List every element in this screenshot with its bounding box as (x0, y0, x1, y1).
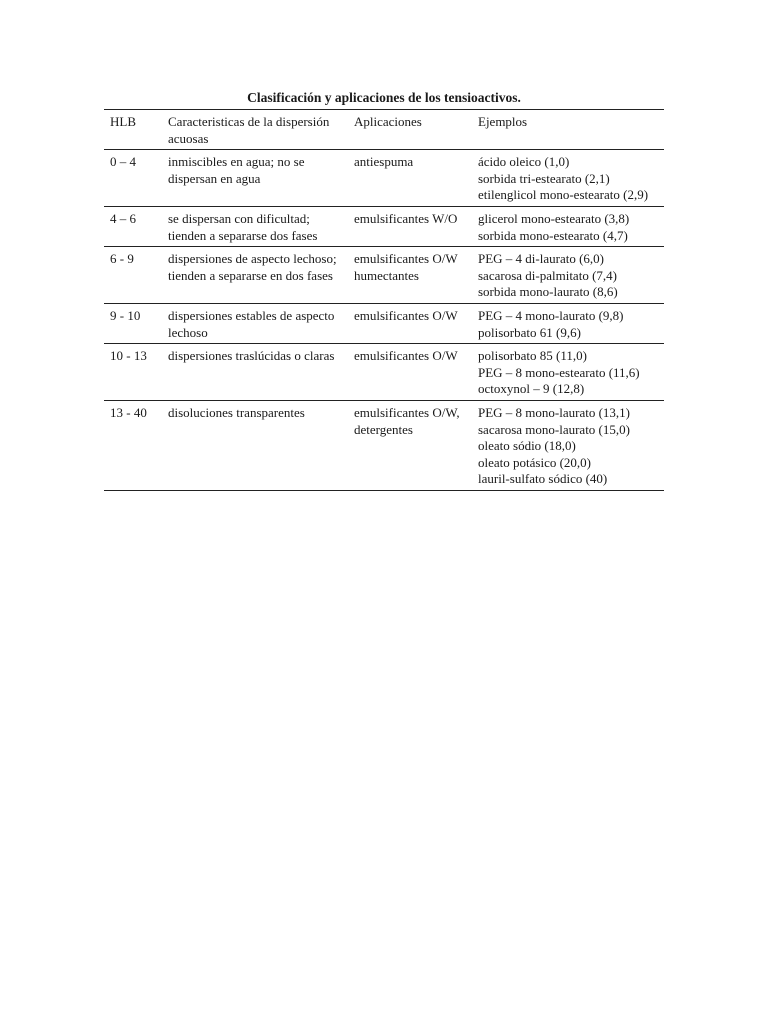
header-ejemplos: Ejemplos (478, 114, 528, 129)
cell-ejemplos (472, 303, 664, 343)
ejemplo-item: ácido oleico (1,0) (478, 154, 570, 170)
cell-ejemplos (472, 247, 664, 304)
cell-hlb: 6 - 9 (110, 251, 134, 267)
ejemplo-item: PEG – 8 mono-laurato (13,1) (478, 404, 631, 420)
cell-caracteristicas: dispersiones de aspecto lechoso; tienden a separarse en dos fases (168, 251, 337, 283)
ejemplo-item: sacarosa mono-laurato (15,0) (478, 421, 630, 437)
ejemplo-item: PEG – 4 di-laurato (6,0) (478, 251, 605, 267)
ejemplo-item: octoxynol – 9 (12,8) (478, 381, 585, 397)
cell-aplicaciones: emulsificantes O/W, detergentes (354, 404, 460, 437)
hlb-table (104, 109, 664, 491)
cell-hlb: 13 - 40 (110, 404, 147, 420)
header-aplicaciones: Aplicaciones (354, 114, 422, 129)
cell-aplicaciones: emulsificantes W/O (354, 210, 458, 226)
table-row (104, 206, 664, 246)
cell-caracteristicas: dispersiones traslúcidas o claras (168, 348, 335, 364)
cell-aplicaciones: emulsificantes O/W (354, 307, 458, 323)
ejemplo-item: polisorbato 61 (9,6) (478, 324, 581, 340)
table-header-row (104, 110, 664, 150)
cell-aplicaciones: emulsificantes O/W humectantes (354, 251, 458, 283)
cell-caracteristicas: inmiscibles en agua; no se dispersan en agua (168, 154, 305, 186)
ejemplo-item: sorbida mono-estearato (4,7) (478, 227, 628, 243)
header-hlb: HLB (110, 114, 136, 129)
cell-hlb: 9 - 10 (110, 307, 141, 323)
cell-caracteristicas: dispersiones estables de aspecto lechoso (168, 307, 335, 340)
header-caracteristicas: Caracteristicas de la dispersión acuosas (168, 114, 330, 146)
ejemplo-item: sorbida tri-estearato (2,1) (478, 170, 610, 186)
ejemplo-item: sacarosa di-palmitato (7,4) (478, 267, 617, 283)
cell-caracteristicas: disoluciones transparentes (168, 404, 305, 420)
table-row (104, 150, 664, 207)
ejemplo-item: PEG – 4 mono-laurato (9,8) (478, 307, 624, 323)
ejemplo-item: lauril-sulfato sódico (40) (478, 471, 608, 487)
cell-hlb: 4 – 6 (110, 210, 136, 226)
ejemplo-item: oleato sódio (18,0) (478, 438, 576, 454)
ejemplo-item: sorbida mono-laurato (8,6) (478, 284, 618, 300)
ejemplo-item: oleato potásico (20,0) (478, 454, 591, 470)
cell-aplicaciones: antiespuma (354, 154, 414, 170)
ejemplo-item: polisorbato 85 (11,0) (478, 348, 587, 364)
cell-hlb: 10 - 13 (110, 348, 147, 364)
table-row (104, 247, 664, 304)
cell-ejemplos (472, 344, 664, 401)
table-title: Clasificación y aplicaciones de los tensioactivos. (247, 90, 521, 105)
table-row (104, 344, 664, 401)
ejemplo-item: glicerol mono-estearato (3,8) (478, 210, 630, 226)
table-row (104, 400, 664, 490)
cell-ejemplos (472, 206, 664, 246)
ejemplo-item: etilenglicol mono-estearato (2,9) (478, 187, 649, 203)
ejemplo-item: PEG – 8 mono-estearato (11,6) (478, 364, 640, 380)
cell-ejemplos (472, 150, 664, 207)
cell-aplicaciones: emulsificantes O/W (354, 348, 458, 364)
cell-hlb: 0 – 4 (110, 154, 136, 170)
table-row (104, 303, 664, 343)
table-body (104, 150, 664, 491)
cell-ejemplos (472, 400, 664, 490)
cell-caracteristicas: se dispersan con dificultad; tienden a separarse dos fases (168, 210, 318, 243)
